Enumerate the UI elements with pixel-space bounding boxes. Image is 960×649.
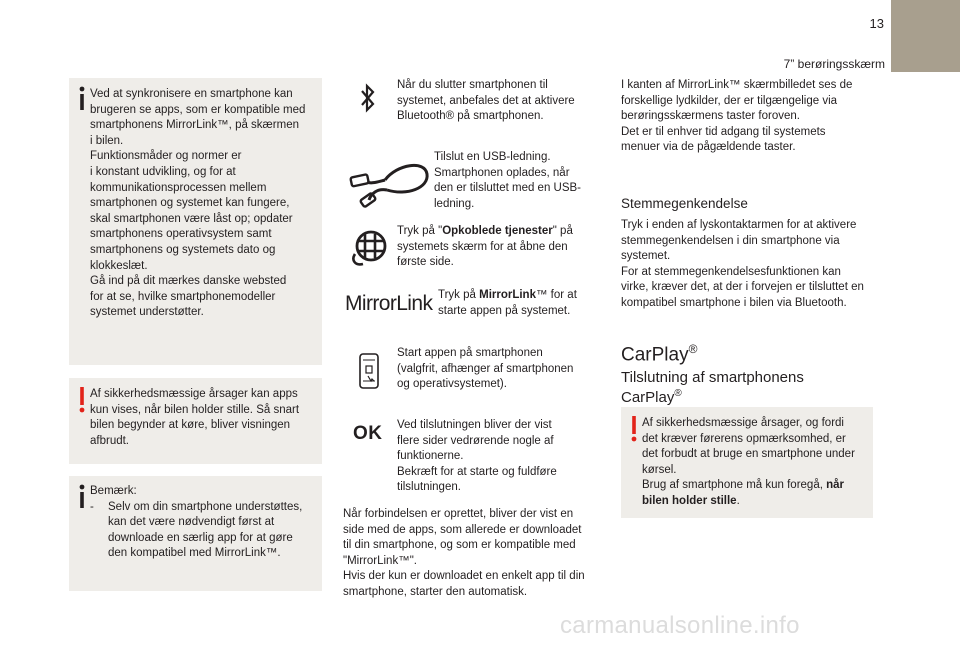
voice-paragraph: Tryk i enden af lyskontaktarmen for at aktivere stemmegenkendelsen i din smartphone via systemet. For at stemmegenkendelsesfunktionen kan virke, kræver det, at der i forvejen er tilsluttet en kompatibel smartphone i bilen via Bluetooth. (621, 219, 864, 309)
step-phone-app (343, 346, 603, 398)
ok-label: OK (353, 423, 383, 444)
step-usb (343, 150, 603, 214)
warning-icon (78, 387, 86, 413)
note-box (69, 476, 322, 591)
mirrorlink-logo: MirrorLink (345, 292, 433, 315)
ok-text: Ved tilslutningen bliver der vist flere sider vedrørende nogle af funktionerne. Bekræft for at starte og fuldføre tilslutningen. (397, 419, 557, 494)
carplay-warning-text: Af sikkerhedsmæssige årsager, og fordi det kræver førerens opmærksomhed, er det forbudt at bruge en smartphone under kørsel. Brug af smartphone må kun foregå, når bilen holder stille. (642, 417, 855, 507)
phone-app-text: Start appen på smartphonen (valgfrit, afhænger af smartphonen og operativsystemet). (397, 347, 574, 391)
voice-heading: Stemmegenkendelse (621, 196, 748, 211)
carplay-subheading: Tilslutning af smartphonens CarPlay® (621, 369, 804, 406)
usb-cable-icon (347, 156, 431, 208)
bluetooth-text: Når du slutter smartphonen til systemet, anbefales det at aktivere Bluetooth® på smartphonen. (397, 79, 575, 123)
chapter-tab (891, 0, 960, 72)
note-title: Bemærk: (90, 485, 137, 497)
mirrorlink-edge-paragraph: I kanten af MirrorLink™ skærmbilledet ses de forskellige lydkilder, der er tilgængelige via berøringsskærmens taster foroven. Det er til enhver tid adgang til systemets menuer via de pågældende taster. (621, 79, 853, 154)
note-dash: - (90, 500, 94, 513)
step-connected-apps (343, 224, 603, 274)
warning-icon (630, 416, 638, 442)
info-box (69, 78, 322, 365)
connected-apps-icon (351, 228, 389, 268)
info-text: Ved at synkronisere en smartphone kan brugeren se apps, som er kompatible med smartphonens MirrorLink™, på skærmen i bilen. Funktionsmåder og normer er i konstant udvikling, og for at kommunikationsprocessen mellem smartphonen og systemet kan fungere, skal smartphonen være låst op; opdater smartphonens operativsystem samt smartphonens og systemets dato og klokkeslæt. Gå ind på dit mærkes danske websted for at se, hvilke smartphonemodeller systemet understøtter. (90, 88, 306, 319)
step-ok (343, 418, 603, 500)
info-icon (78, 484, 86, 508)
warning-text: Af sikkerhedsmæssige årsager kan apps kun vises, når bilen holder stille. Så snart bilen begynder at køre, bliver visningen afbrudt. (90, 388, 300, 447)
watermark: carmanualsonline.info (560, 612, 800, 639)
carplay-heading: CarPlay® (621, 342, 698, 366)
carplay-warning-box (621, 407, 873, 518)
step-mirrorlink (343, 288, 603, 324)
info-icon (78, 86, 86, 110)
note-text: Bemærk: - Selv om din smartphone understøttes, kan det være nødvendigt først at downloade en særlig app for at gøre den kompatibel med MirrorLink™. (90, 484, 322, 562)
smartphone-app-icon (358, 352, 380, 390)
connected-apps-text: Tryk på "Opkoblede tjenester" på systemets skærm for at åbne den første side. (397, 225, 573, 269)
running-head: 7” berøringsskærm (783, 57, 885, 71)
step-bluetooth (343, 78, 603, 138)
page-number: 13 (869, 16, 884, 31)
usb-text: Tilslut en USB-ledning. Smartphonen oplades, når den er tilsluttet med en USB- ledning. (434, 151, 582, 210)
mirrorlink-text: Tryk på MirrorLink™ for at starte appen på systemet. (438, 289, 577, 317)
bluetooth-icon (360, 83, 376, 113)
warning-box (69, 378, 322, 464)
connection-paragraph: Når forbindelsen er oprettet, bliver der vist en side med de apps, som allerede er downloadet til din smartphone, og som er kompatible med "MirrorLink™". Hvis der kun er downloadet en enkelt app til din smartphone, starter den automatisk. (343, 508, 585, 598)
